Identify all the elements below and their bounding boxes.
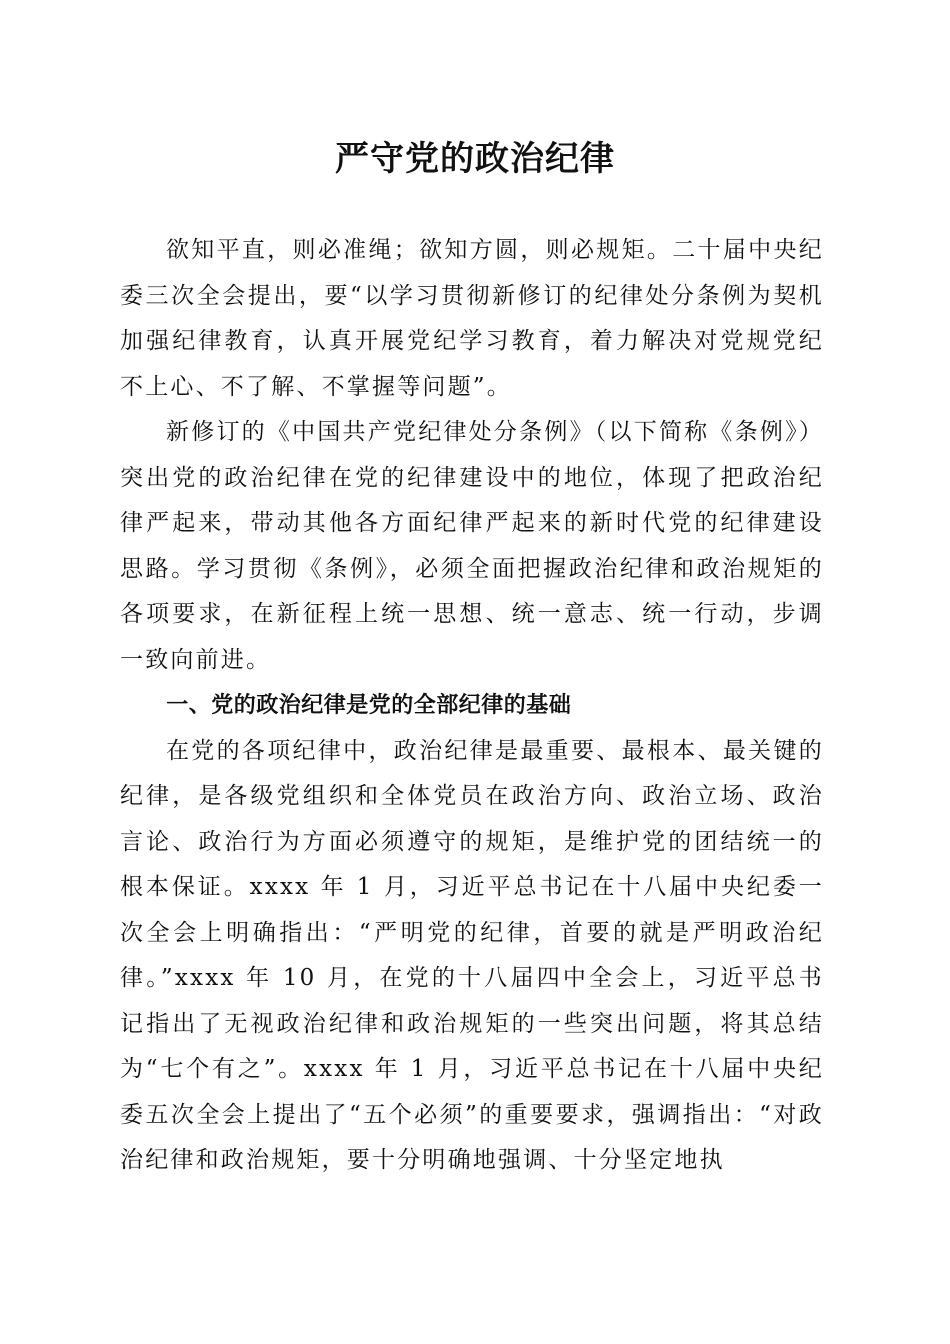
regulation-paragraph: 新修订的《中国共产党纪律处分条例》（以下简称《条例》）突出党的政治纪律在党的纪律建设中的地位，体现了把政治纪律严起来，带动其他各方面纪律严起来的新时代党的纪律建设思路。学习贯彻《条例》，必须全面把握政治纪律和政治规矩的各项要求，在新征程上统一思想、统一意志、统一行动，步调一致向前进。 — [120, 419, 824, 673]
section-paragraph: 在党的各项纪律中，政治纪律是最重要、最根本、最关键的纪律，是各级党组织和全体党员在政治方向、政治立场、政治言论、政治行为方面必须遵守的规矩，是维护党的团结统一的根本保证。xxxx 年 1 月，习近平总书记在十八届中央纪委一次全会上明确指出：“严明党的纪律，首要的就是严明政治纪律。”xxxx 年 10 月，在党的十八届四中全会上，习近平总书记指出了无视政治纪律和政治规矩的一些突出问题，将其总结为“七个有之”。xxxx 年 1 月，习近平总书记在十八届中央纪委五次全会上提出了“五个必须”的重要要求，强调指出：“对政治纪律和政治规矩，要十分明确地强调、十分坚定地执 — [120, 737, 824, 1173]
section-heading: 一、党的政治纪律是党的全部纪律的基础 — [166, 693, 572, 718]
intro-paragraph: 欲知平直，则必准绳；欲知方圆，则必规矩。二十届中央纪委三次全会提出，要“以学习贯彻新修订的纪律处分条例为契机加强纪律教育，认真开展党纪学习教育，着力解决对党规党纪不上心、不了解、不掌握等问题”。 — [120, 237, 824, 400]
document-title: 严守党的政治纪律 — [335, 139, 615, 179]
document-body — [120, 228, 824, 1184]
